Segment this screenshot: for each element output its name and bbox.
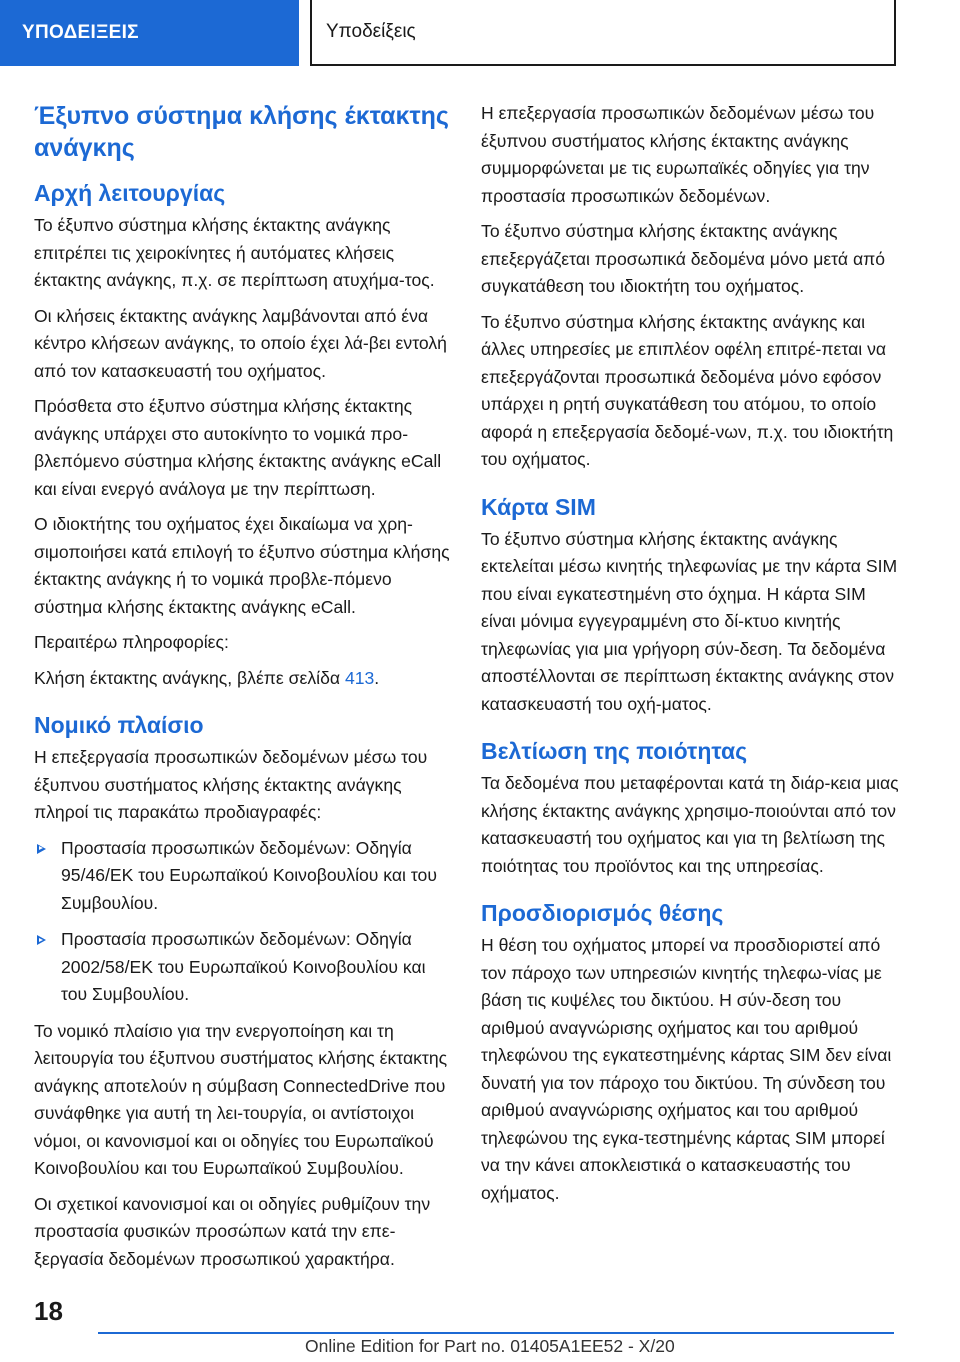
paragraph: Τα δεδομένα που μεταφέρονται κατά τη διάρ-κεια μιας κλήσης έκτακτης ανάγκης χρησιμο-ποιούνται από τον κατασκευαστή του οχήματος και για τη βελτίωση της ποιότητας του προϊόντος και της υπηρεσίας. (481, 773, 899, 876)
cross-reference (34, 665, 454, 693)
page-header-title: Υποδείξεις (310, 0, 896, 66)
section-heading-position: Προσδιορισμός θέσης (481, 900, 724, 926)
page-link-413[interactable]: 413 (344, 667, 375, 688)
right-column (481, 100, 901, 1215)
left-column (34, 100, 454, 1281)
section-heading-sim: Κάρτα SIM (481, 493, 596, 520)
section-heading-legal: Νομικό πλαίσιο (34, 712, 204, 738)
section-heading-principle: Αρχή λειτουργίας (34, 180, 226, 206)
paragraph: Το έξυπνο σύστημα κλήσης έκτακτης ανάγκης και άλλες υπηρεσίες με επιπλέον οφέλη επιτρέ-πεται να επεξεργάζονται προσωπικά δεδομένα μόνο εφόσον υπάρχει η ρητή συγκατάθεση του ατόμου, το οποίο αφορά η επεξεργασία δεδομέ-νων, π.χ. του ιδιοκτήτη του οχήματος. (481, 311, 894, 469)
section-tab: ΥΠΟΔΕΙΞΕΙΣ (0, 0, 299, 66)
paragraph: Περαιτέρω πληροφορίες: (34, 632, 229, 652)
list-item (34, 926, 454, 1009)
footer-divider (98, 1332, 894, 1334)
edition-footer: Online Edition for Part no. 01405A1EE52 - X/20 (305, 1336, 675, 1356)
paragraph: Πρόσθετα στο έξυπνο σύστημα κλήσης έκτακτης ανάγκης υπάρχει στο αυτοκίνητο το νομικά προ-βλεπόμενο σύστημα κλήσης έκτακτης ανάγκης eCall και είναι ενεργό ανάλογα με την περίπτωση. (34, 396, 442, 499)
triangle-bullet-icon (37, 935, 46, 945)
main-heading: Έξυπνο σύστημα κλήσης έκτακτης ανάγκης (34, 102, 449, 162)
paragraph: Η επεξεργασία προσωπικών δεδομένων μέσω του έξυπνου συστήματος κλήσης έκτακτης ανάγκης συμμορφώνεται με τις ευρωπαϊκές οδηγίες για την προστασία προσωπικών δεδομένων. (481, 103, 875, 206)
paragraph: Οι σχετικοί κανονισμοί και οι οδηγίες ρυθμίζουν την προστασία φυσικών προσώπων κατά την επε-ξεργασία δεδομένων προσωπικού χαρακτήρα. (34, 1193, 431, 1269)
paragraph: Ο ιδιοκτήτης του οχήματος έχει δικαίωμα να χρη-σιμοποιήσει κατά επιλογή το έξυπνο σύστημα κλήσης έκτακτης ανάγκης ή το νομικά προβλε-πόμενο σύστημα κλήσης έκτακτης ανάγκης eCall. (34, 514, 450, 617)
paragraph: Η θέση του οχήματος μπορεί να προσδιοριστεί από τον πάροχο των υπηρεσιών κινητής τηλεφω-νίας με βάση τις κυψέλες του δικτύου. Η σύν-δεση του αριθμού αναγνώρισης οχήματος και του αριθμού τηλεφώνου της εγκατεστημένης κάρτας SIM δεν είναι δυνατή για τον πάροχο του δικτύου. Τη σύνδεση του αριθμού αναγνώρισης οχήματος και του αριθμού τηλεφώνου της εγκα-τεστημένης κάρτας SIM μπορεί να την κάνει αποκλειστικά ο κατασκευαστής του οχήματος. (481, 935, 892, 1203)
bullet-list (34, 835, 454, 1009)
page-number: 18 (34, 1296, 63, 1326)
triangle-bullet-icon (37, 844, 46, 854)
section-heading-quality: Βελτίωση της ποιότητας (481, 738, 748, 764)
list-item (34, 835, 454, 918)
list-item-text: Προστασία προσωπικών δεδομένων: Οδηγία 2002/58/EK του Ευρωπαϊκού Κοινοβουλίου και του Συμβουλίου. (61, 929, 426, 1004)
cross-reference-end: . (374, 667, 380, 688)
paragraph: Το έξυπνο σύστημα κλήσης έκτακτης ανάγκης εκτελείται μέσω κινητής τηλεφωνίας με την κάρτα SIM που είναι εγκατεστημένη στο όχημα. Η κάρτα SIM είναι μόνιμα εγγεγραμμένη στο δί-κτυο κινητής τηλεφωνίας για μια γρήγορη σύν-δεση. Τα δεδομένα αποστέλλονται σε περίπτωση έκτακτης ανάγκης στον κατασκευαστή του οχή-ματος. (481, 528, 898, 714)
paragraph: Οι κλήσεις έκτακτης ανάγκης λαμβάνονται από ένα κέντρο κλήσεων ανάγκης, το οποίο έχει λά-βει εντολή από τον κατασκευαστή του οχήματος. (34, 305, 447, 381)
cross-reference-text: Κλήση έκτακτης ανάγκης, βλέπε σελίδα (34, 667, 345, 688)
paragraph: Η επεξεργασία προσωπικών δεδομένων μέσω του έξυπνου συστήματος κλήσης έκτακτης ανάγκης πληροί τις παρακάτω προδιαγραφές: (34, 747, 428, 822)
paragraph: Το έξυπνο σύστημα κλήσης έκτακτης ανάγκης επιτρέπει τις χειροκίνητες ή αυτόματες κλήσεις έκτακτης ανάγκης, π.χ. σε περίπτωση ατυχήμα-τος. (34, 215, 435, 290)
paragraph: Το έξυπνο σύστημα κλήσης έκτακτης ανάγκης επεξεργάζεται προσωπικά δεδομένα μόνο μετά από συγκατάθεση του ιδιοκτήτη του οχήματος. (481, 221, 886, 296)
list-item-text: Προστασία προσωπικών δεδομένων: Οδηγία 95/46/EK του Ευρωπαϊκού Κοινοβουλίου και του Συμβουλίου. (61, 837, 437, 913)
paragraph: Το νομικό πλαίσιο για την ενεργοποίηση και τη λειτουργία του έξυπνου συστήματος κλήσης έκτακτης ανάγκης αποτελούν η σύμβαση ConnectedDrive που συνάφθηκε για αυτή τη λει-τουργία, οι αντίστοιχοι νόμοι, οι κανονισμοί και οι οδηγίες του Ευρωπαϊκού Κοινοβουλίου και του Ευρωπαϊκού Συμβουλίου. (34, 1020, 448, 1178)
